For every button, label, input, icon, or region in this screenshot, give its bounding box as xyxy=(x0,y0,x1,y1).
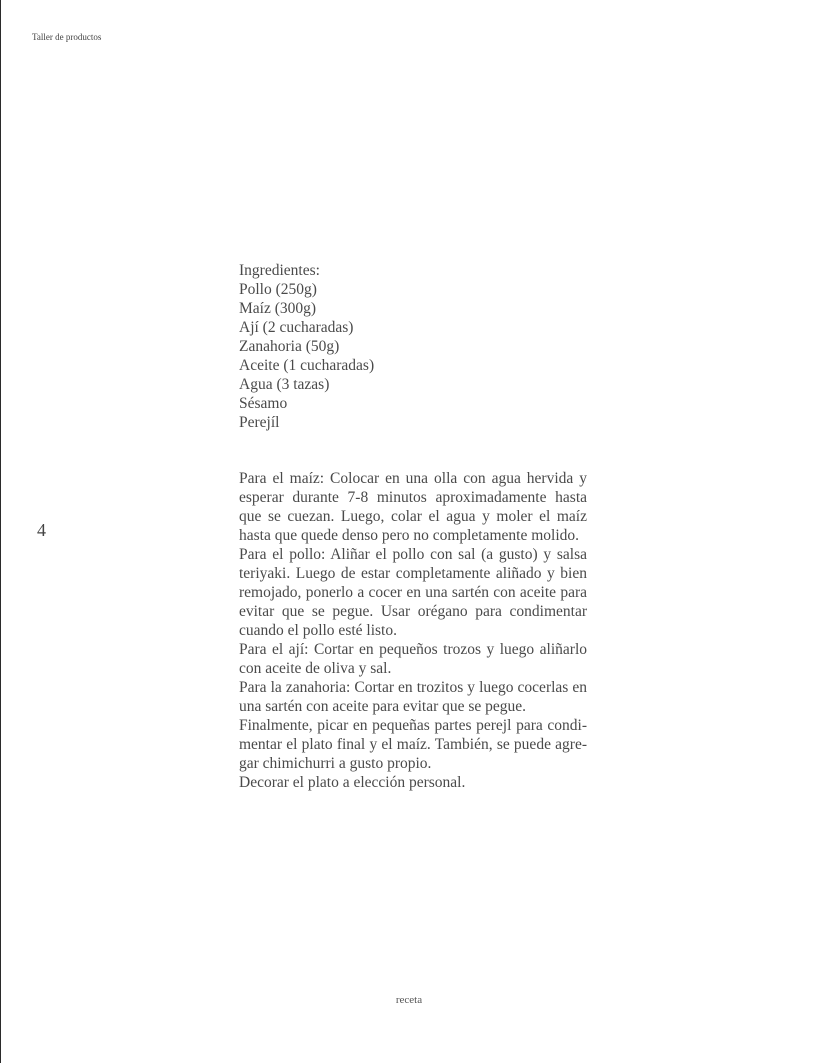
ingredient-item: Pollo (250g) xyxy=(239,281,317,298)
recipe-instructions xyxy=(239,469,587,792)
instruction-paragraph-maiz: Para el maíz: Colocar en una olla con agua hervida y esperar durante 7-8 minutos aproximadamente hasta que se cuezan. Luego, colar el agua y moler el maíz hasta que quede denso pero no completamente molido. xyxy=(239,470,587,544)
footer-label: receta xyxy=(395,994,423,1006)
running-header: Taller de productos xyxy=(32,32,102,42)
ingredient-item: Ají (2 cucharadas) xyxy=(239,319,354,336)
instruction-paragraph-aji: Para el ají: Cortar en pequeños trozos y luego aliñarlo con aceite de oliva y sal. xyxy=(239,641,587,677)
ingredient-item: Agua (3 tazas) xyxy=(239,376,330,393)
page-left-border xyxy=(0,0,1,1063)
ingredients-heading: Ingredientes: xyxy=(239,262,320,279)
instruction-paragraph-pollo: Para el pollo: Aliñar el pollo con sal (a gusto) y salsa teriyaki. Luego de estar completamente aliñado y bien remojado, ponerlo a cocer en una sartén con aceite para evitar que se pegue. Usar orégano para condimentar cuando el pollo esté listo. xyxy=(239,546,587,639)
ingredient-item: Maíz (300g) xyxy=(239,300,317,317)
ingredient-item: Perejíl xyxy=(239,414,280,431)
instruction-paragraph-finalmente: Finalmente, picar en pequeñas partes perejl para condimentar el plato final y el maíz. También, se puede agregar chimichurri a gusto propio. xyxy=(239,717,587,772)
ingredient-item: Zanahoria (50g) xyxy=(239,338,340,355)
instruction-paragraph-decorar: Decorar el plato a elección personal. xyxy=(239,774,466,791)
page-number: 4 xyxy=(37,520,46,540)
ingredient-item: Aceite (1 cucharadas) xyxy=(239,357,375,374)
page-footer xyxy=(0,993,816,1007)
ingredients-list xyxy=(239,261,599,432)
ingredient-item: Sésamo xyxy=(239,395,288,412)
instruction-paragraph-zanahoria: Para la zanahoria: Cortar en trozitos y luego cocerlas en una sartén con aceite para evitar que se pegue. xyxy=(239,679,587,715)
